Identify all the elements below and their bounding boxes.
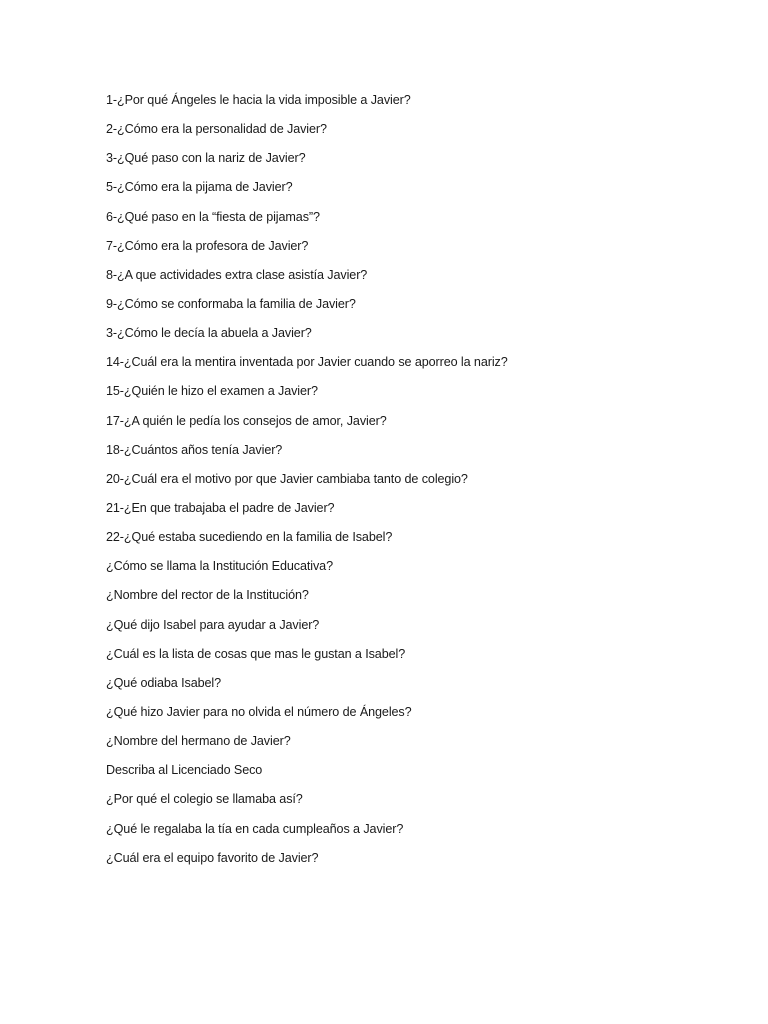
question-item: 5-¿Cómo era la pijama de Javier? — [106, 180, 293, 195]
question-item: 6-¿Qué paso en la “fiesta de pijamas”? — [106, 209, 320, 224]
question-item: 20-¿Cuál era el motivo por que Javier cambiaba tanto de colegio? — [106, 471, 468, 486]
question-item: 8-¿A que actividades extra clase asistía Javier? — [106, 267, 368, 282]
question-item: ¿Por qué el colegio se llamaba así? — [106, 792, 303, 807]
question-item: 1-¿Por qué Ángeles le hacia la vida imposible a Javier? — [106, 93, 411, 107]
question-item: 9-¿Cómo se conformaba la familia de Javier? — [106, 296, 356, 311]
question-item: 14-¿Cuál era la mentira inventada por Javier cuando se aporreo la nariz? — [106, 355, 508, 370]
question-item: ¿Qué odiaba Isabel? — [106, 675, 222, 690]
question-item: Describa al Licenciado Seco — [106, 763, 263, 778]
question-item: 21-¿En que trabajaba el padre de Javier? — [106, 500, 335, 515]
question-item: ¿Cuál es la lista de cosas que mas le gustan a Isabel? — [106, 646, 406, 661]
question-item: 18-¿Cuántos años tenía Javier? — [106, 442, 283, 457]
question-item: 2-¿Cómo era la personalidad de Javier? — [106, 122, 327, 137]
question-list — [106, 90, 726, 877]
question-item: 3-¿Qué paso con la nariz de Javier? — [106, 151, 306, 166]
question-item: ¿Nombre del rector de la Institución? — [106, 588, 309, 603]
question-item: 22-¿Qué estaba sucediendo en la familia de Isabel? — [106, 530, 393, 545]
question-item: ¿Cuál era el equipo favorito de Javier? — [106, 850, 319, 865]
question-item: ¿Nombre del hermano de Javier? — [106, 734, 291, 749]
question-item: 15-¿Quién le hizo el examen a Javier? — [106, 384, 318, 399]
question-item: ¿Qué le regalaba la tía en cada cumpleaños a Javier? — [106, 821, 404, 836]
question-item: 7-¿Cómo era la profesora de Javier? — [106, 238, 309, 253]
question-item: 17-¿A quién le pedía los consejos de amor, Javier? — [106, 413, 387, 428]
question-item: 3-¿Cómo le decía la abuela a Javier? — [106, 326, 312, 341]
question-item: ¿Cómo se llama la Institución Educativa? — [106, 559, 333, 574]
question-item: ¿Qué dijo Isabel para ayudar a Javier? — [106, 617, 320, 632]
question-item: ¿Qué hizo Javier para no olvida el número de Ángeles? — [106, 704, 412, 719]
